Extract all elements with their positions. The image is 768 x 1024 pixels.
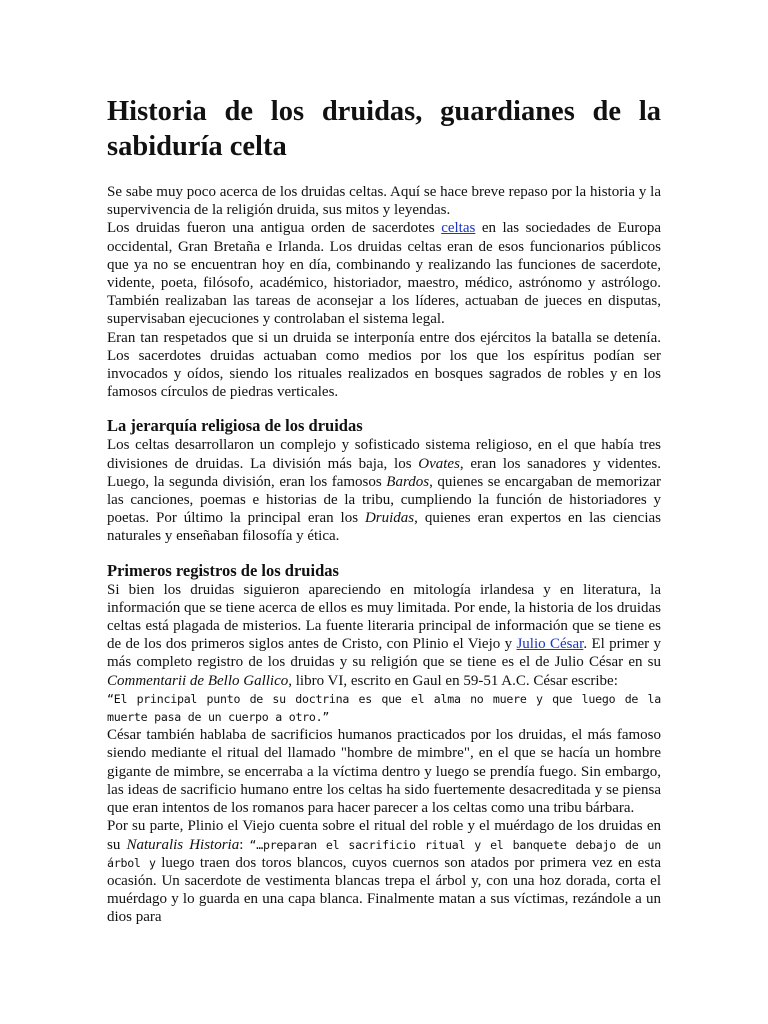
registros-paragraph-2: César también hablaba de sacrificios humanos practicados por los druidas, el más famoso siendo mediante el ritual del llamado "hombre de mimbre", en el que se hacía un hombre gigante de mimbre, se encerraba a la víctima dentro y luego se prendía fuego. Sin embargo, las ideas de sacrificio humano entre los celtas ha sido fuertemente desacreditada y se piensa que eran intentos de los romanos para hacer parecer a los celtas como una tribu bárbara. [107, 727, 661, 817]
body-text: . El primer y más completo registro de los druidas y su religión que se tiene es el de Julio César en su [107, 636, 661, 671]
body-text: , quienes eran expertos en las ciencias naturales y enseñaban filosofía y ética. [107, 510, 661, 545]
body-text: , quienes se encargaban de memorizar las canciones, poemas e historias de la tribu, cumpliendo la función de historiadores y poetas. Por último la principal eran los [107, 473, 661, 527]
italic-term-druidas: Druidas [364, 510, 415, 527]
body-text: : [239, 836, 250, 853]
body-text: , eran los sanadores y videntes. Luego, la segunda división, eran los famosos [107, 455, 661, 490]
page-title: Historia de los druidas, guardianes de la sabiduría celta [107, 96, 661, 162]
body-text: , libro VI, escrito en Gaul en 59-51 A.C. César escribe: [288, 672, 618, 689]
document-page [107, 94, 661, 927]
plinio-quote: “…preparan el sacrificio ritual y el banquete debajo de un árbol y [107, 837, 661, 870]
italic-title-commentarii: Commentarii de Bello Gallico [107, 672, 289, 689]
body-text: Si bien los druidas siguieron apareciendo en mitología irlandesa y en literatura, la información que se tiene acerca de ellos es muy limitada. Por ende, la historia de los druidas celtas está plagada de misterios. La fuente literaria principal de información que se tiene es de de los dos primeros siglos antes de Cristo, con Plinio el Viejo y [107, 581, 661, 653]
section-heading-registros: Primeros registros de los druidas [107, 560, 339, 580]
registros-paragraph-3 [107, 817, 661, 926]
intro-paragraph-1: Se sabe muy poco acerca de los druidas celtas. Aquí se hace breve repaso por la historia y la supervivencia de la religión druida, sus mitos y leyendas. [107, 184, 661, 219]
intro-paragraph-2 [107, 219, 661, 328]
body-text: Por su parte, Plinio el Viejo cuenta sobre el ritual del roble y el muérdago de los druidas en su [107, 818, 661, 853]
julio-cesar-link[interactable]: Julio César [516, 636, 584, 653]
registros-paragraph-1 [107, 581, 661, 690]
italic-term-bardos: Bardos [386, 473, 430, 490]
intro-text: Los druidas fueron una antigua orden de sacerdotes [107, 220, 442, 237]
body-text: Los celtas desarrollaron un complejo y sofisticado sistema religioso, en el que había tres divisiones de druidas. La división más baja, los [107, 437, 661, 472]
intro-text: en las sociedades de Europa occidental, Gran Bretaña e Irlanda. Los druidas celtas eran de esos funcionarios públicos que ya no se encuentran hoy en día, combinando y realizando las funciones de sacerdote, vidente, poeta, filósofo, académico, historiador, maestro, médico, astrónomo y astrólogo. También realizaban las tareas de aconsejar a los líderes, actuaban de jueces en disputas, supervisaban ejecuciones y controlaban el sistema legal. [107, 220, 661, 328]
cesar-quote: “El principal punto de su doctrina es que el alma no muere y que luego de la muerte pasa de un cuerpo a otro.” [107, 691, 661, 725]
jerarquia-paragraph [107, 436, 661, 545]
section-heading-jerarquia: La jerarquía religiosa de los druidas [107, 416, 363, 436]
italic-term-ovates: Ovates [418, 455, 460, 472]
body-text: luego traen dos toros blancos, cuyos cuernos son atados por primera vez en esta ocasión. Un sacerdote de vestimenta blancas trepa el árbol y, con una hoz dorada, corta el muérdago y lo guarda en una capa blanca. Finalmente matan a sus víctimas, rezándole a un dios para [107, 854, 661, 926]
celtas-link[interactable]: celtas [441, 220, 476, 237]
italic-title-naturalis: Naturalis Historia [126, 836, 240, 853]
intro-paragraph-3: Eran tan respetados que si un druida se interponía entre dos ejércitos la batalla se detenía. Los sacerdotes druidas actuaban como medios por los que los espíritus podían ser invocados y oídos, siendo los rituales realizados en bosques sagrados de robles y en los famosos círculos de piedras verticales. [107, 329, 661, 401]
